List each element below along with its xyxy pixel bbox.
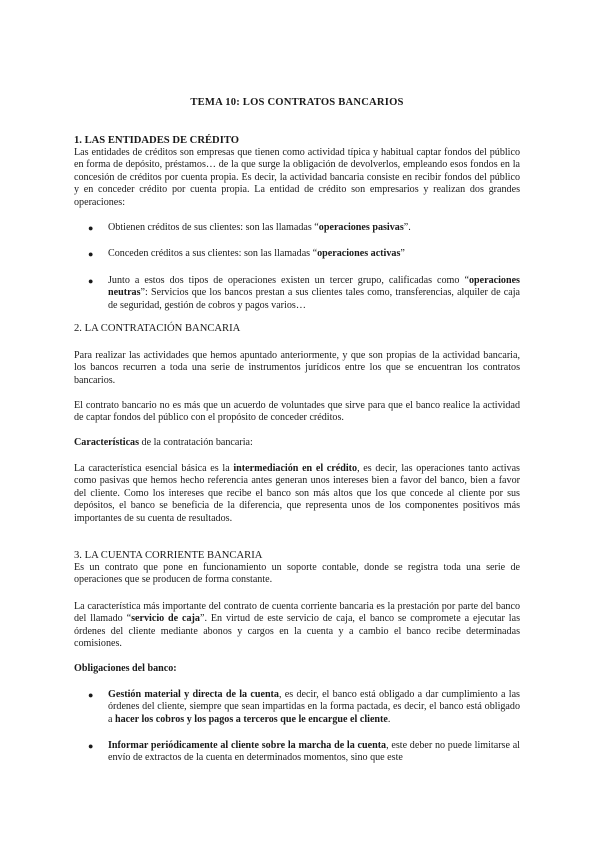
operations-list (74, 248, 520, 260)
operations-list (74, 222, 520, 234)
bullet-icon: ● (88, 690, 94, 700)
list-item: ● Gestión material y directa de la cuenta, es decir, el banco está obligado a dar cumplimiento a las órdenes del cliente, siempre que sean impartidas en la forma pactada, es decir, el banco está obligado a hacer los cobros y los pagos a terceros que le encargue el cliente. (88, 689, 520, 725)
obligations-list (74, 740, 520, 765)
operaciones-activas-term: operaciones activas (317, 248, 401, 259)
obligations-list (74, 689, 520, 726)
operaciones-neutras-term: operaciones neutras (108, 275, 520, 299)
section-3-heading: 3. LA CUENTA CORRIENTE BANCARIA (74, 550, 263, 561)
list-item: ● Conceden créditos a sus clientes: son las llamadas “operaciones activas” (88, 248, 405, 259)
operaciones-pasivas-term: operaciones pasivas (318, 222, 404, 233)
bullet-icon: ● (88, 276, 94, 286)
section-3-paragraph-2: La característica más importante del contrato de cuenta corriente bancaria es la prestación por parte del banco del llamado “servicio de caja”. En virtud de este servicio de caja, el banco se compromete a ejecutar las órdenes del cliente mediante abonos y cargos en la cuenta y a cambio el banco recibe determinadas comisiones. (74, 601, 520, 650)
section-2-heading: 2. LA CONTRATACIÓN BANCARIA (74, 323, 241, 334)
bullet-icon: ● (88, 223, 94, 233)
section-1-paragraph: Las entidades de créditos son empresas que tienen como actividad típica y habitual captar fondos del público en forma de depósito, préstamos… de la que surge la obligación de devolverlos, empleando esos fondos en la concesión de créditos por cuenta propia. Es decir, la actividad bancaria consiste en recibir fondos del público y en conceder crédito por cuenta propia. La entidad de crédito son empresarios y realizan dos grandes operaciones: (74, 147, 520, 208)
section-2-paragraph-2: El contrato bancario no es más que un acuerdo de voluntades que sirve para que el banco realice la actividad de captar fondos del público con el propósito de conceder créditos. (74, 400, 520, 424)
document-title: TEMA 10: LOS CONTRATOS BANCARIOS (190, 97, 404, 108)
section-2-paragraph-3: La característica esencial básica es la intermediación en el crédito, es decir, las operaciones tanto activas como pasivas que hemos hecho referencia antes generan unos intereses bien a favor del banco, bien a favor del cliente. Como los intereses que recibe el banco son más altos que los que concede al cliente por sus depósitos, el banco se beneficia de la diferencia, que representa unos de los componentes positivos más importantes de su cuenta de resultados. (74, 463, 520, 524)
operations-list (74, 275, 520, 312)
bullet-icon: ● (88, 741, 94, 751)
section-3-paragraph-1: Es un contrato que pone en funcionamiento un soporte contable, donde se registra toda una serie de operaciones que se producen de forma constante. (74, 562, 520, 586)
obligations-heading: Obligaciones del banco: (74, 663, 177, 674)
list-item: ● Junto a estos dos tipos de operaciones existen un tercer grupo, calificadas como “operaciones neutras”: Servicios que los bancos prestan a sus clientes tales como, transferencias, alquiler de caja de seguridad, gestión de cobros y pagos varios… (88, 275, 520, 311)
list-item: ● Obtienen créditos de sus clientes: son las llamadas “operaciones pasivas”. (88, 222, 411, 233)
section-1-heading: 1. LAS ENTIDADES DE CRÉDITO (74, 135, 239, 146)
characteristics-label: Características de la contratación bancaria: (74, 437, 253, 448)
list-item: ● Informar periódicamente al cliente sobre la marcha de la cuenta, este deber no puede limitarse al envío de extractos de la cuenta en determinados momentos, sino que este (88, 740, 520, 764)
bullet-icon: ● (88, 249, 94, 259)
section-2-paragraph-1: Para realizar las actividades que hemos apuntado anteriormente, y que son propias de la actividad bancaria, los bancos recurren a toda una serie de instrumentos jurídicos entre los que se encuentran los contratos bancarios. (74, 350, 520, 386)
